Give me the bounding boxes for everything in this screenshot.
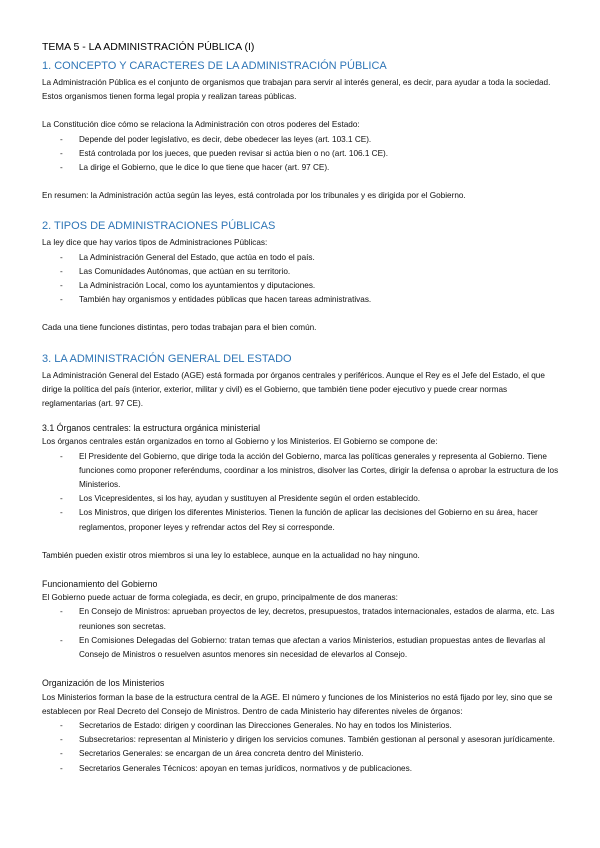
- ministries-organization-list: [42, 719, 560, 776]
- document-title: TEMA 5 - LA ADMINISTRACIÓN PÚBLICA (I): [42, 41, 255, 53]
- list-item: - El Presidente del Gobierno, que dirige toda la acción del Gobierno, marca las políticas generales y representa al Gobierno. Tiene funciones como proponer referéndums, coordinar a los ministros, disolver las Cortes, dirigir la defensa o aprobar la estructura de los Ministerios.: [42, 450, 560, 493]
- list-item: - La dirige el Gobierno, que le dice lo que tiene que hacer (art. 97 CE).: [42, 161, 560, 175]
- subsection-3-1-paragraph-2: También pueden existir otros miembros si una ley lo establece, aunque en la actualidad no hay ninguno.: [42, 550, 420, 560]
- list-item: - Secretarios Generales Técnicos: apoyan en temas jurídicos, normativos y de publicaciones.: [42, 762, 560, 776]
- government-functioning-title: Funcionamiento del Gobierno: [42, 579, 158, 590]
- list-item: - Secretarios de Estado: dirigen y coordinan las Direcciones Generales. No hay en todos los Ministerios.: [42, 719, 560, 733]
- subsection-3-1-paragraph: Los órganos centrales están organizados en torno al Gobierno y los Ministerios. El Gobierno se compone de:: [42, 437, 438, 447]
- section-1-summary: En resumen: la Administración actúa según las leyes, está controlada por los tribunales y es dirigida por el Gobierno.: [42, 191, 466, 201]
- section-1-paragraph-1: La Administración Pública es el conjunto de organismos que trabajan para servir al interés general, es decir, para ayudar a toda la sociedad. Estos organismos tienen forma legal propia y realizan tareas públicas.: [42, 78, 551, 102]
- ministries-organization-paragraph: Los Ministerios forman la base de la estructura central de la AGE. El número y funciones de los Ministerios no está fijado por ley, sino que se establecen por Real Decreto del Consejo de Ministros. Dentro de cada Ministerio hay diferentes niveles de órganos:: [42, 692, 553, 716]
- section-2-list: [42, 251, 560, 308]
- ministries-organization-title: Organización de los Ministerios: [42, 678, 165, 689]
- government-functioning-list: [42, 605, 560, 662]
- list-item: - Las Comunidades Autónomas, que actúan en su territorio.: [42, 265, 560, 279]
- list-item: - La Administración General del Estado, que actúa en todo el país.: [42, 251, 560, 265]
- list-item: - En Comisiones Delegadas del Gobierno: tratan temas que afectan a varios Ministerios, estudian propuestas antes de llevarlas al Consejo de Ministros o resuelven asuntos menores sin necesidad de elevarlos al Consejo.: [42, 634, 560, 662]
- section-2-paragraph-1: La ley dice que hay varios tipos de Administraciones Públicas:: [42, 238, 268, 248]
- list-item: - Está controlada por los jueces, que pueden revisar si actúa bien o no (art. 106.1 CE).: [42, 147, 560, 161]
- section-2-paragraph-2: Cada una tiene funciones distintas, pero todas trabajan para el bien común.: [42, 323, 317, 333]
- list-item: - Subsecretarios: representan al Ministerio y dirigen los servicios comunes. También gestionan al personal y asesoran jurídicamente.: [42, 733, 560, 747]
- list-item: - En Consejo de Ministros: aprueban proyectos de ley, decretos, presupuestos, tratados internacionales, estados de alarma, etc. Las reuniones son secretas.: [42, 605, 560, 633]
- section-3-paragraph-1: La Administración General del Estado (AGE) está formada por órganos centrales y periféricos. Aunque el Rey es el Jefe del Estado, el que dirige la política del país (interior, exterior, militar y civil) es el Gobierno, que también tiene poder ejecutivo y puede crear normas reglamentarias (art. 97 CE).: [42, 370, 545, 409]
- list-item: - La Administración Local, como los ayuntamientos y diputaciones.: [42, 279, 560, 293]
- section-2-heading: 2. TIPOS DE ADMINISTRACIONES PÚBLICAS: [42, 220, 276, 233]
- subsection-3-1-list: [42, 450, 560, 535]
- list-item: - Los Ministros, que dirigen los diferentes Ministerios. Tienen la función de aplicar las decisiones del Gobierno en su área, hacer reglamentos, proponer leyes y refrendar actos del Rey si corresponde.: [42, 506, 560, 534]
- list-item: - También hay organismos y entidades públicas que hacen tareas administrativas.: [42, 293, 560, 307]
- list-item: - Depende del poder legislativo, es decir, debe obedecer las leyes (art. 103.1 CE).: [42, 133, 560, 147]
- government-functioning-paragraph: El Gobierno puede actuar de forma colegiada, es decir, en grupo, principalmente de dos maneras:: [42, 593, 398, 603]
- subsection-3-1-title: 3.1 Órganos centrales: la estructura orgánica ministerial: [42, 423, 261, 434]
- list-item: - Los Vicepresidentes, si los hay, ayudan y sustituyen al Presidente según el orden establecido.: [42, 492, 560, 506]
- section-1-paragraph-2: La Constitución dice cómo se relaciona la Administración con otros poderes del Estado:: [42, 120, 360, 130]
- section-1-heading: 1. CONCEPTO Y CARACTERES DE LA ADMINISTRACIÓN PÚBLICA: [42, 60, 387, 72]
- section-3-heading: 3. LA ADMINISTRACIÓN GENERAL DEL ESTADO: [42, 352, 292, 365]
- list-item: - Secretarios Generales: se encargan de un área concreta dentro del Ministerio.: [42, 747, 560, 761]
- section-1-list: [42, 133, 560, 176]
